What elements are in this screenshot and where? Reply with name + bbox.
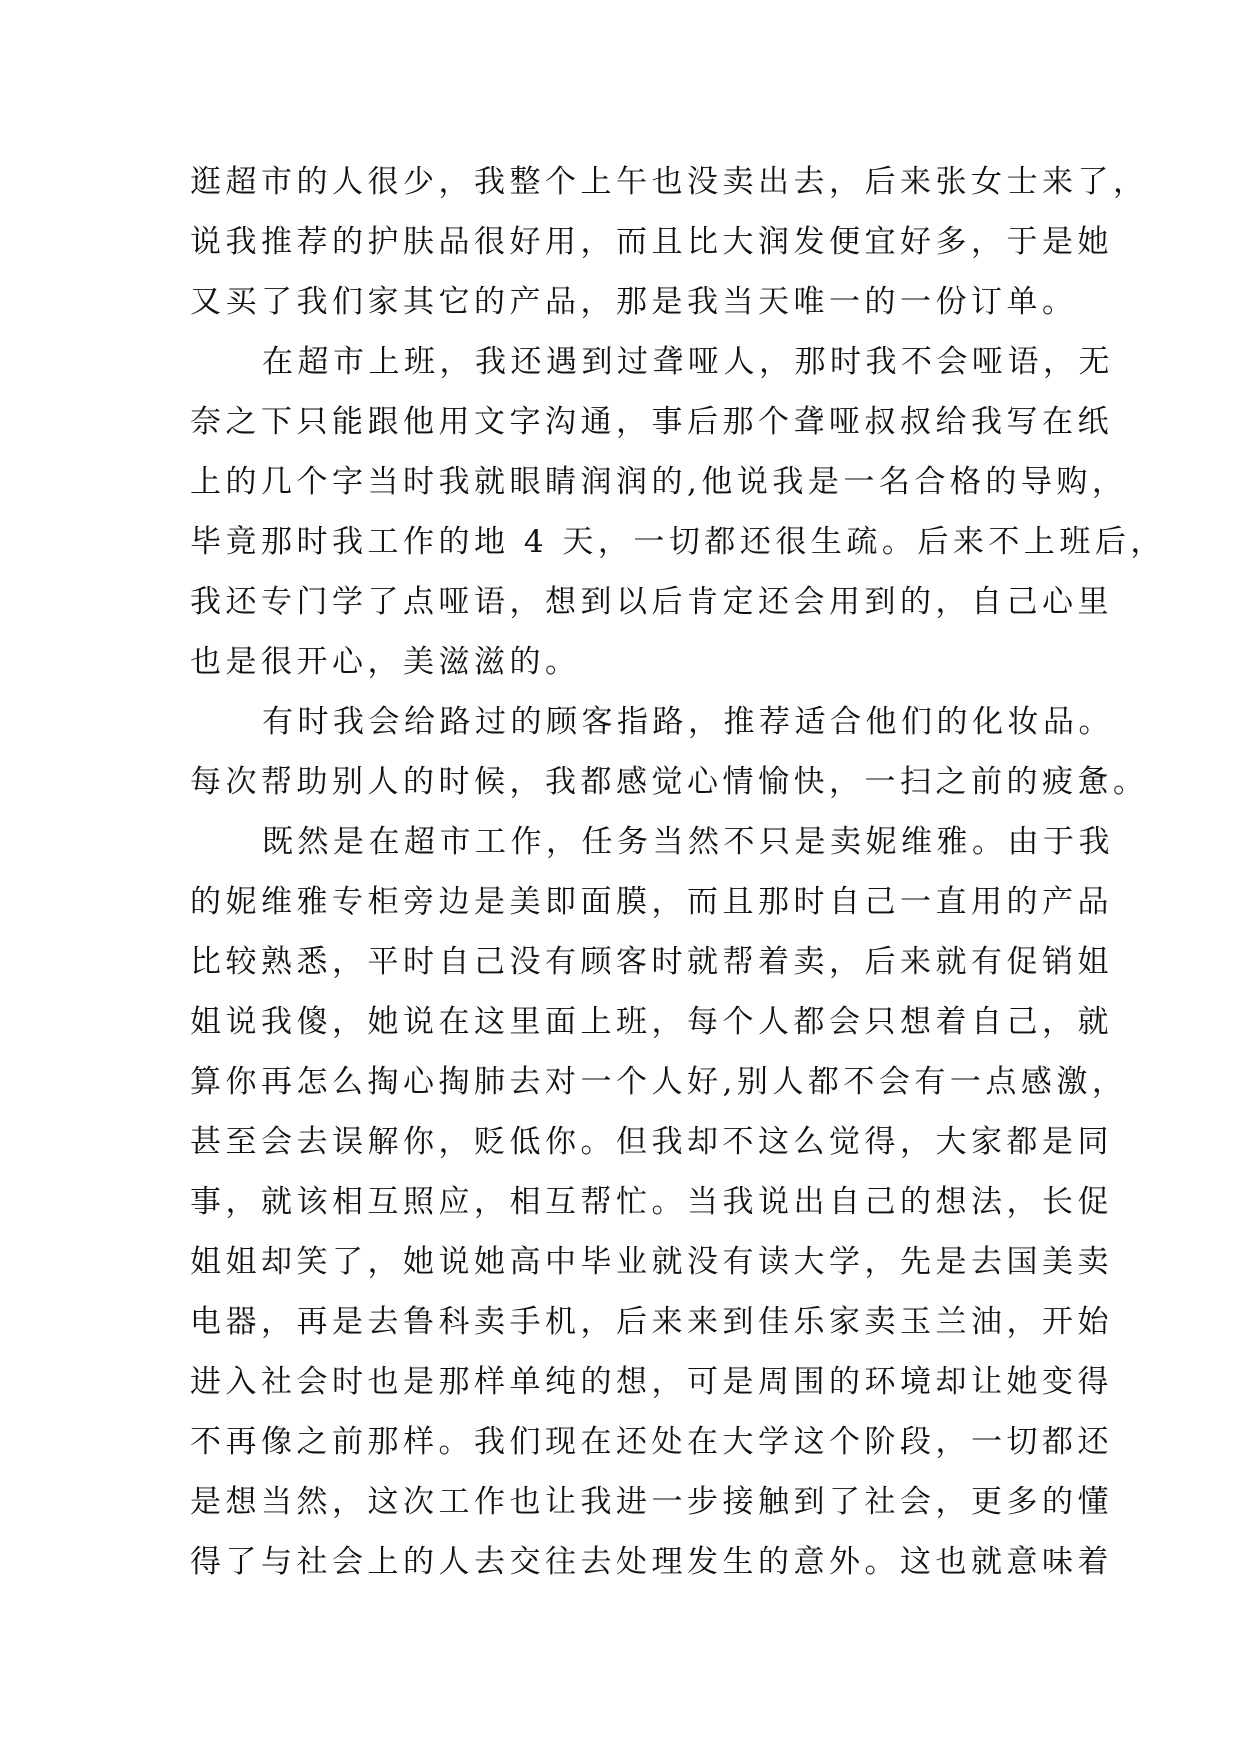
text-line: 在超市上班，我还遇到过聋哑人，那时我不会哑语，无 bbox=[262, 344, 1114, 380]
text-line: 也是很开心，美滋滋的。 bbox=[190, 644, 581, 680]
text-line: 是想当然，这次工作也让我进一步接触到了社会，更多的懂 bbox=[190, 1484, 1113, 1520]
text-line: 既然是在超市工作，任务当然不只是卖妮维雅。由于我 bbox=[262, 824, 1114, 860]
text-line: 进入社会时也是那样单纯的想，可是周围的环境却让她变得 bbox=[190, 1364, 1113, 1400]
text-line: 不再像之前那样。我们现在还处在大学这个阶段，一切都还 bbox=[190, 1424, 1113, 1460]
text-line: 姐姐却笑了，她说她高中毕业就没有读大学，先是去国美卖 bbox=[190, 1244, 1113, 1280]
text-line: 逛超市的人很少，我整个上午也没卖出去，后来张女士来了， bbox=[190, 164, 1149, 200]
text-line: 电器，再是去鲁科卖手机，后来来到佳乐家卖玉兰油，开始 bbox=[190, 1304, 1113, 1340]
text-line: 甚至会去误解你，贬低你。但我却不这么觉得，大家都是同 bbox=[190, 1124, 1113, 1160]
text-line: 上的几个字当时我就眼睛润润的,他说我是一名合格的导购， bbox=[190, 464, 1128, 500]
text-line: 每次帮助别人的时候，我都感觉心情愉快，一扫之前的疲惫。 bbox=[190, 764, 1149, 800]
text-line: 奈之下只能跟他用文字沟通，事后那个聋哑叔叔给我写在纸 bbox=[190, 404, 1113, 440]
text-line: 有时我会给路过的顾客指路，推荐适合他们的化妆品。 bbox=[262, 704, 1114, 740]
text-line: 比较熟悉，平时自己没有顾客时就帮着卖，后来就有促销姐 bbox=[190, 944, 1113, 980]
text-line: 姐说我傻，她说在这里面上班，每个人都会只想着自己，就 bbox=[190, 1004, 1113, 1040]
document-body bbox=[190, 158, 1166, 1598]
text-line: 说我推荐的护肤品很好用，而且比大润发便宜好多，于是她 bbox=[190, 224, 1113, 260]
text-line: 算你再怎么掏心掏肺去对一个人好,别人都不会有一点感激， bbox=[190, 1064, 1128, 1100]
text-line: 又买了我们家其它的产品，那是我当天唯一的一份订单。 bbox=[190, 284, 1078, 320]
text-line: 事，就该相互照应，相互帮忙。当我说出自己的想法，长促 bbox=[190, 1184, 1113, 1220]
text-line: 得了与社会上的人去交往去处理发生的意外。这也就意味着 bbox=[190, 1544, 1113, 1580]
text-line: 我还专门学了点哑语，想到以后肯定还会用到的，自己心里 bbox=[190, 584, 1113, 620]
text-line: 毕竟那时我工作的地 4 天，一切都还很生疏。后来不上班后， bbox=[190, 524, 1166, 560]
text-line: 的妮维雅专柜旁边是美即面膜，而且那时自己一直用的产品 bbox=[190, 884, 1113, 920]
